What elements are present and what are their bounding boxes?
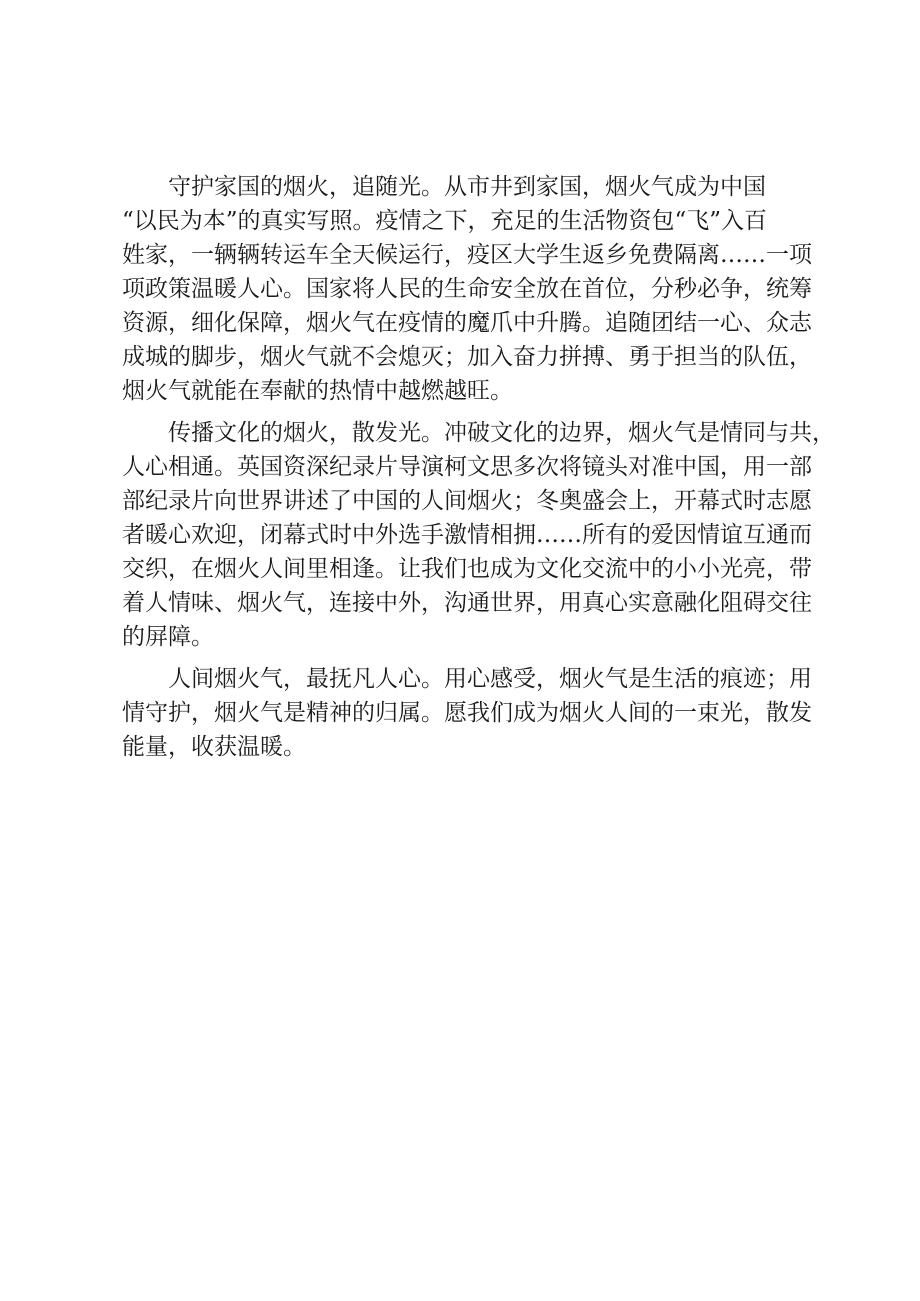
text-line: 着人情味、烟火气，连接中外，沟通世界，用真心实意融化阻碍交往: [122, 590, 812, 616]
text-line: 能量，收获温暖。: [122, 734, 306, 760]
text-line: 人间烟火气，最抚凡人心。用心感受，烟火气是生活的痕迹；用: [168, 666, 812, 692]
text-line: 交织，在烟火人间里相逢。让我们也成为文化交流中的小小光亮，带: [122, 556, 812, 582]
paragraph-3: [122, 662, 812, 764]
text-line: 资源，细化保障，烟火气在疫情的魔爪中升腾。追随团结一心、众志: [122, 310, 812, 336]
text-line: 姓家，一辆辆转运车全天候运行，疫区大学生返乡免费隔离……一项: [122, 242, 812, 268]
document-body: [122, 170, 835, 764]
text-line: 烟火气就能在奉献的热情中越燃越旺。: [122, 378, 513, 404]
text-line: “以民为本”的真实写照。疫情之下，充足的生活物资包“飞”入百: [122, 208, 768, 234]
text-line: 成城的脚步，烟火气就不会熄灭；加入奋力拼搏、勇于担当的队伍，: [122, 344, 812, 370]
text-line: 守护家国的烟火，追随光。从市井到家国，烟火气成为中国: [168, 174, 766, 200]
text-line: 部纪录片向世界讲述了中国的人间烟火；冬奥盛会上，开幕式时志愿: [122, 488, 812, 514]
text-line: 传播文化的烟火，散发光。冲破文化的边界，烟火气是情同与共，: [168, 420, 835, 446]
text-line: 情守护，烟火气是精神的归属。愿我们成为烟火人间的一束光，散发: [122, 700, 812, 726]
text-line: 者暖心欢迎，闭幕式时中外选手激情相拥……所有的爱因情谊互通而: [122, 522, 812, 548]
paragraph-2: [122, 416, 835, 654]
text-line: 人心相通。英国资深纪录片导演柯文思多次将镜头对准中国，用一部: [122, 454, 812, 480]
text-line: 的屏障。: [122, 624, 214, 650]
paragraph-1: [122, 170, 812, 408]
text-line: 项政策温暖人心。国家将人民的生命安全放在首位，分秒必争，统筹: [122, 276, 812, 302]
